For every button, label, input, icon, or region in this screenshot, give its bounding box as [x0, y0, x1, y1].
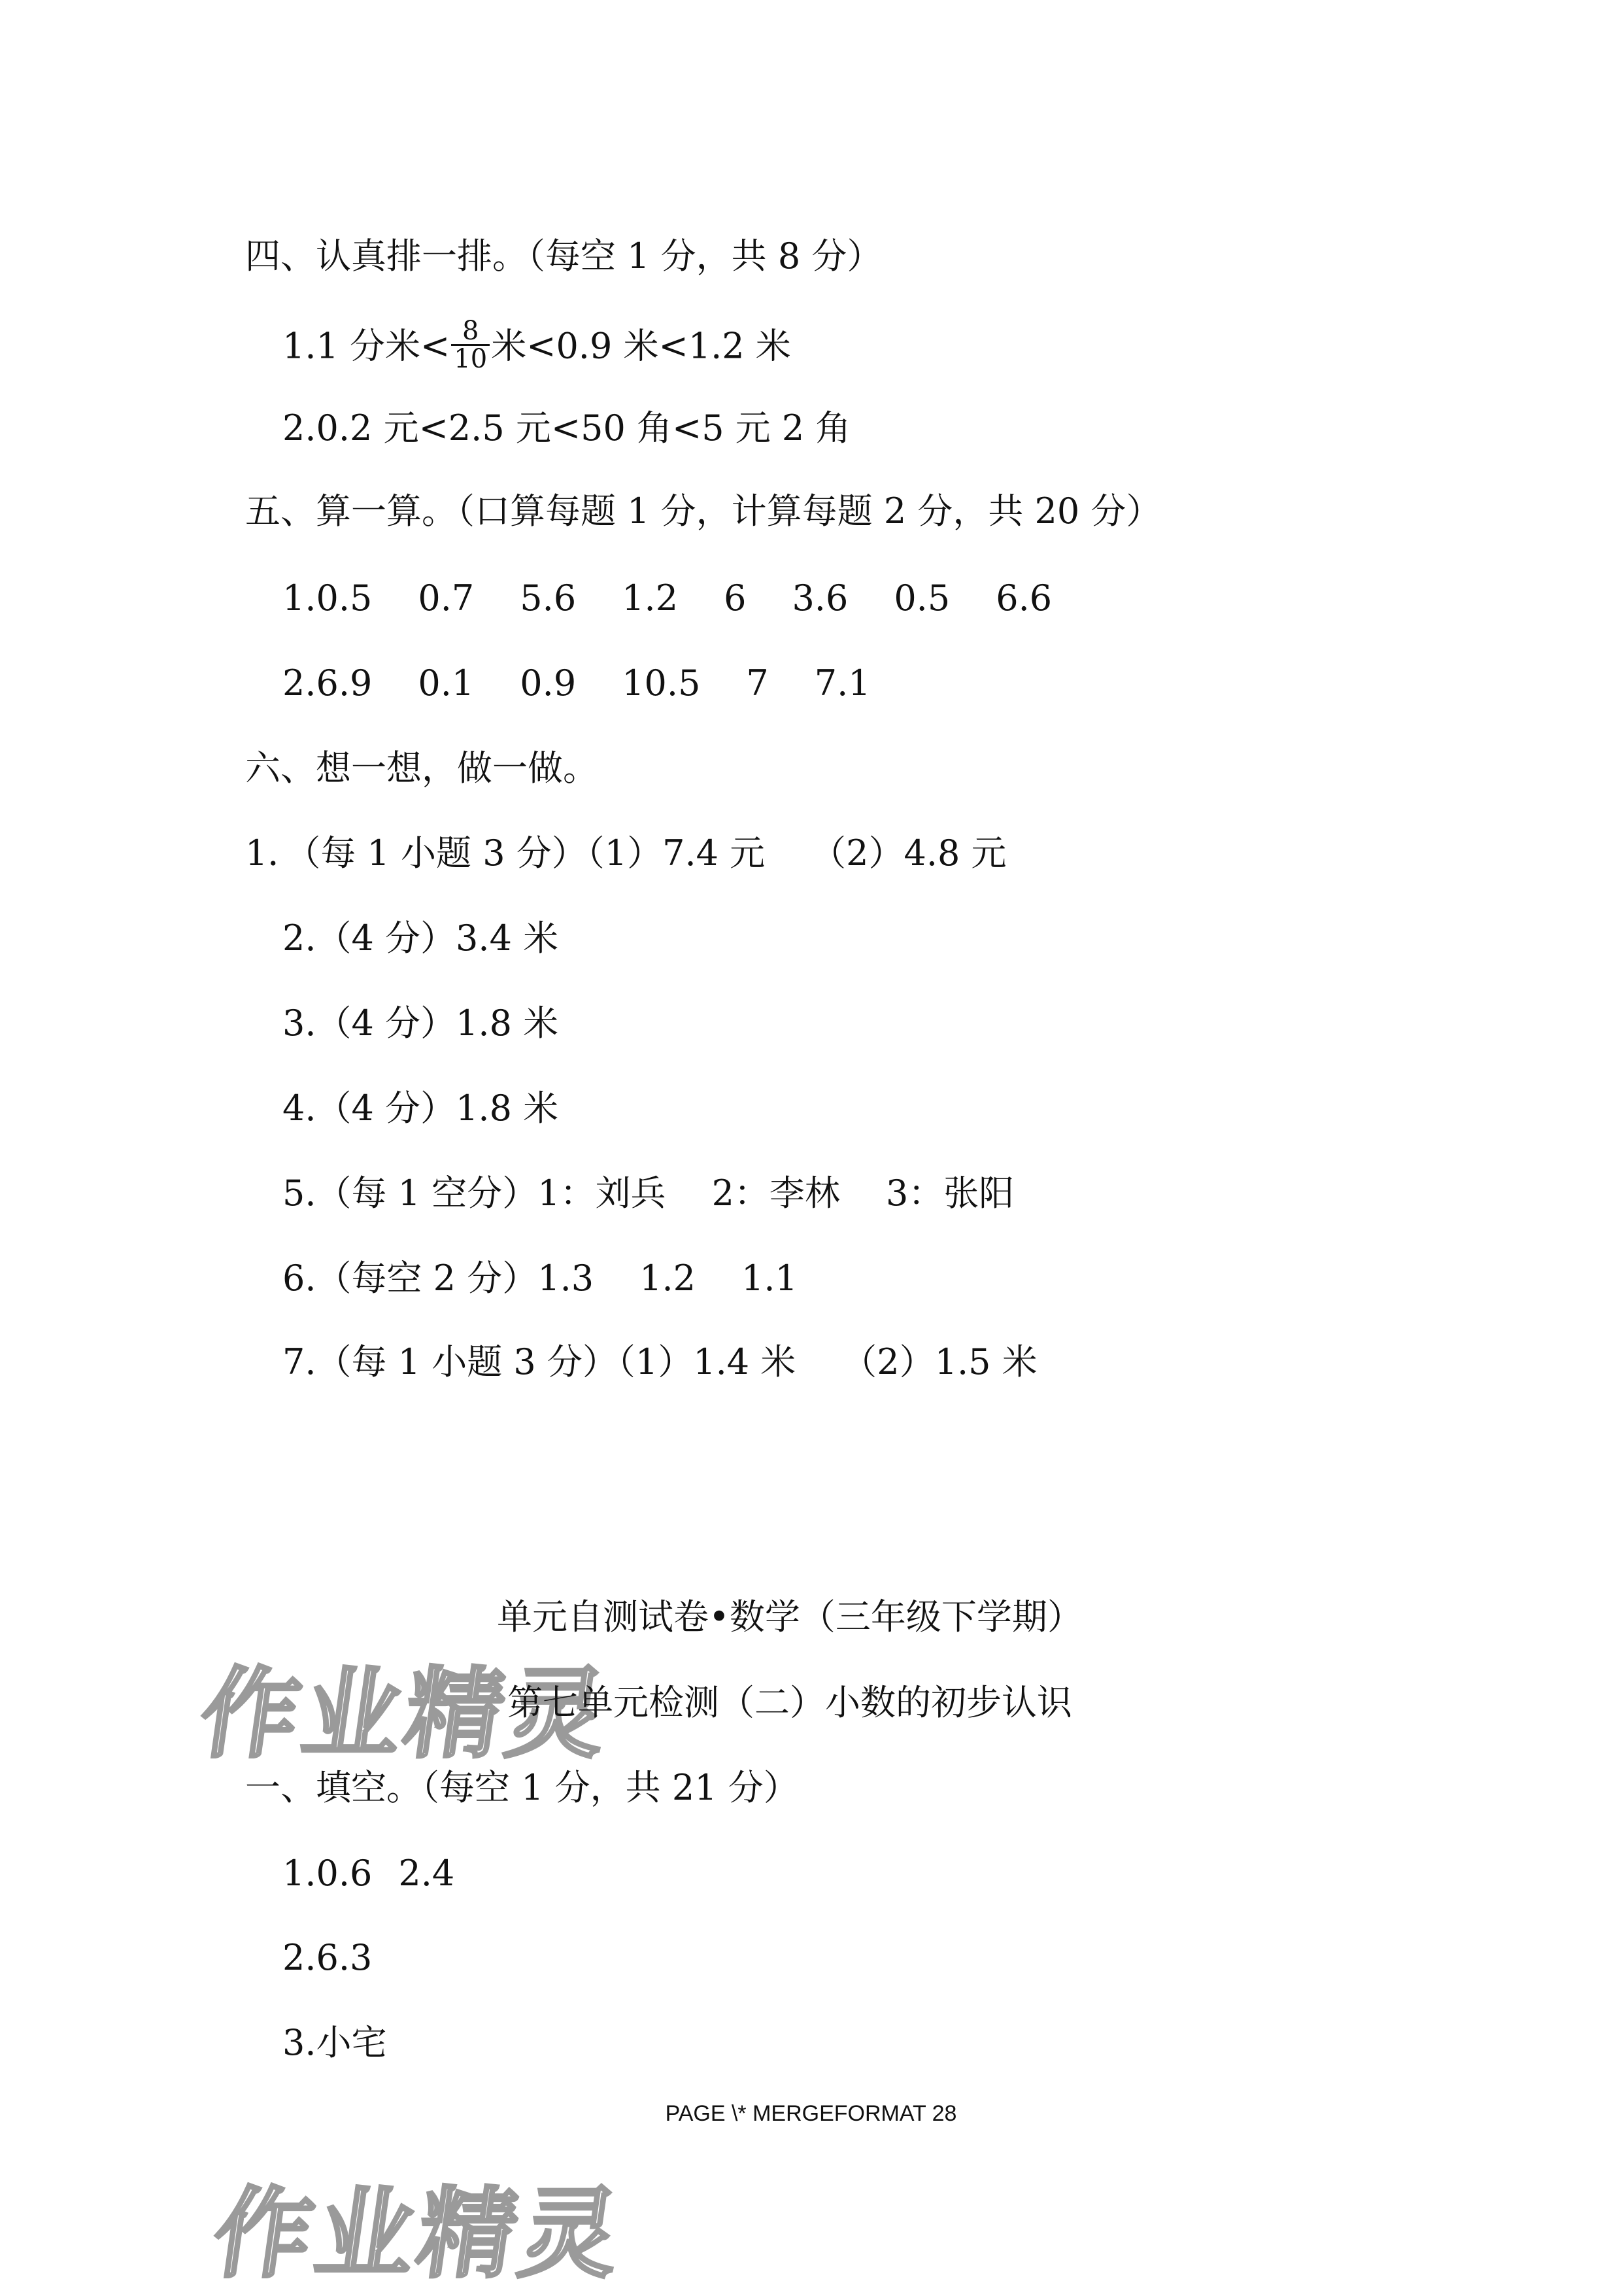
answer-cell: 6.6	[996, 577, 1053, 619]
answer-cell: 0.7	[418, 577, 475, 619]
unit-subtitle: 第七单元检测（二）小数的初步认识	[507, 1682, 1072, 1723]
unit-item2: 2.6.3	[282, 1937, 373, 1978]
item-label: 1．（每 1 小题 3 分）	[245, 832, 587, 874]
answer-cell: 7.1	[814, 662, 871, 704]
item-answer: （1）7.4 元	[586, 832, 766, 874]
section5-heading: 五、算一算。（口算每题 1 分，计算每题 2 分，共 20 分）	[245, 490, 1162, 532]
answer-cell: 1.2	[622, 577, 679, 619]
unit-item1	[282, 1853, 455, 1894]
unit-heading: 一、填空。（每空 1 分，共 21 分）	[245, 1767, 799, 1808]
section6-item6	[282, 1258, 798, 1299]
item-answer: 2：李林	[711, 1173, 840, 1214]
answer-cell: 10.5	[622, 662, 701, 704]
fraction-denominator: 10	[454, 344, 488, 374]
answer-cell: 7	[746, 662, 769, 704]
answer-cell: 0.1	[418, 662, 475, 704]
answer-cell: 0.9	[520, 662, 577, 704]
item-answer: （2）1.5 米	[841, 1341, 1038, 1382]
section6-item1	[245, 832, 1007, 874]
section4-heading: 四、认真排一排。（每空 1 分，共 8 分）	[245, 235, 883, 277]
watermark-top: 作业精灵	[193, 1658, 618, 1772]
section5-row1	[282, 577, 1053, 619]
answer-cell: 3.6	[792, 577, 849, 619]
fraction	[451, 318, 490, 372]
answer-cell: 6	[724, 577, 747, 619]
section6-item2: 2.（4 分）3.4 米	[282, 917, 559, 959]
item-label: 5.（每 1 空分）1：刘兵	[282, 1173, 666, 1214]
item-answer: 1.1	[741, 1258, 798, 1299]
item-answer: 2.4	[398, 1853, 455, 1894]
section4-line2: 2.0.2 元<2.5 元<50 角<5 元 2 角	[282, 407, 851, 449]
unit-item3: 3.小宅	[282, 2022, 387, 2063]
section5-row2	[282, 662, 871, 704]
section6-item7	[282, 1341, 1038, 1382]
section6-item3: 3.（4 分）1.8 米	[282, 1002, 559, 1044]
item-label: 7.（每 1 小题 3 分）（1）1.4 米	[282, 1341, 796, 1382]
answer-cell: 2.6.9	[282, 662, 373, 704]
item-label: 6.（每空 2 分）1.3	[282, 1258, 594, 1299]
line1-suffix: 米<0.9 米<1.2 米	[491, 325, 791, 367]
section6-item4: 4.（4 分）1.8 米	[282, 1088, 559, 1129]
item-answer: （2）4.8 元	[811, 832, 1007, 874]
answer-cell: 5.6	[520, 577, 577, 619]
answer-cell: 0.5	[894, 577, 951, 619]
item-answer: 1.2	[639, 1258, 696, 1299]
item-answer: 1.0.6	[282, 1853, 373, 1894]
page-footer: PAGE \* MERGEFORMAT 28	[665, 2101, 957, 2126]
watermark-bottom: 作业精灵	[206, 2178, 631, 2291]
unit-title: 单元自测试卷•数学（三年级下学期）	[497, 1596, 1083, 1637]
answer-cell: 1.0.5	[282, 577, 373, 619]
line1-prefix: 1.1 分米<	[282, 325, 450, 367]
section6-item5	[282, 1173, 1015, 1214]
item-answer: 3：张阳	[885, 1173, 1015, 1214]
fraction-numerator: 8	[451, 318, 490, 346]
section6-heading: 六、想一想，做一做。	[245, 747, 598, 789]
section4-line1	[282, 316, 791, 376]
